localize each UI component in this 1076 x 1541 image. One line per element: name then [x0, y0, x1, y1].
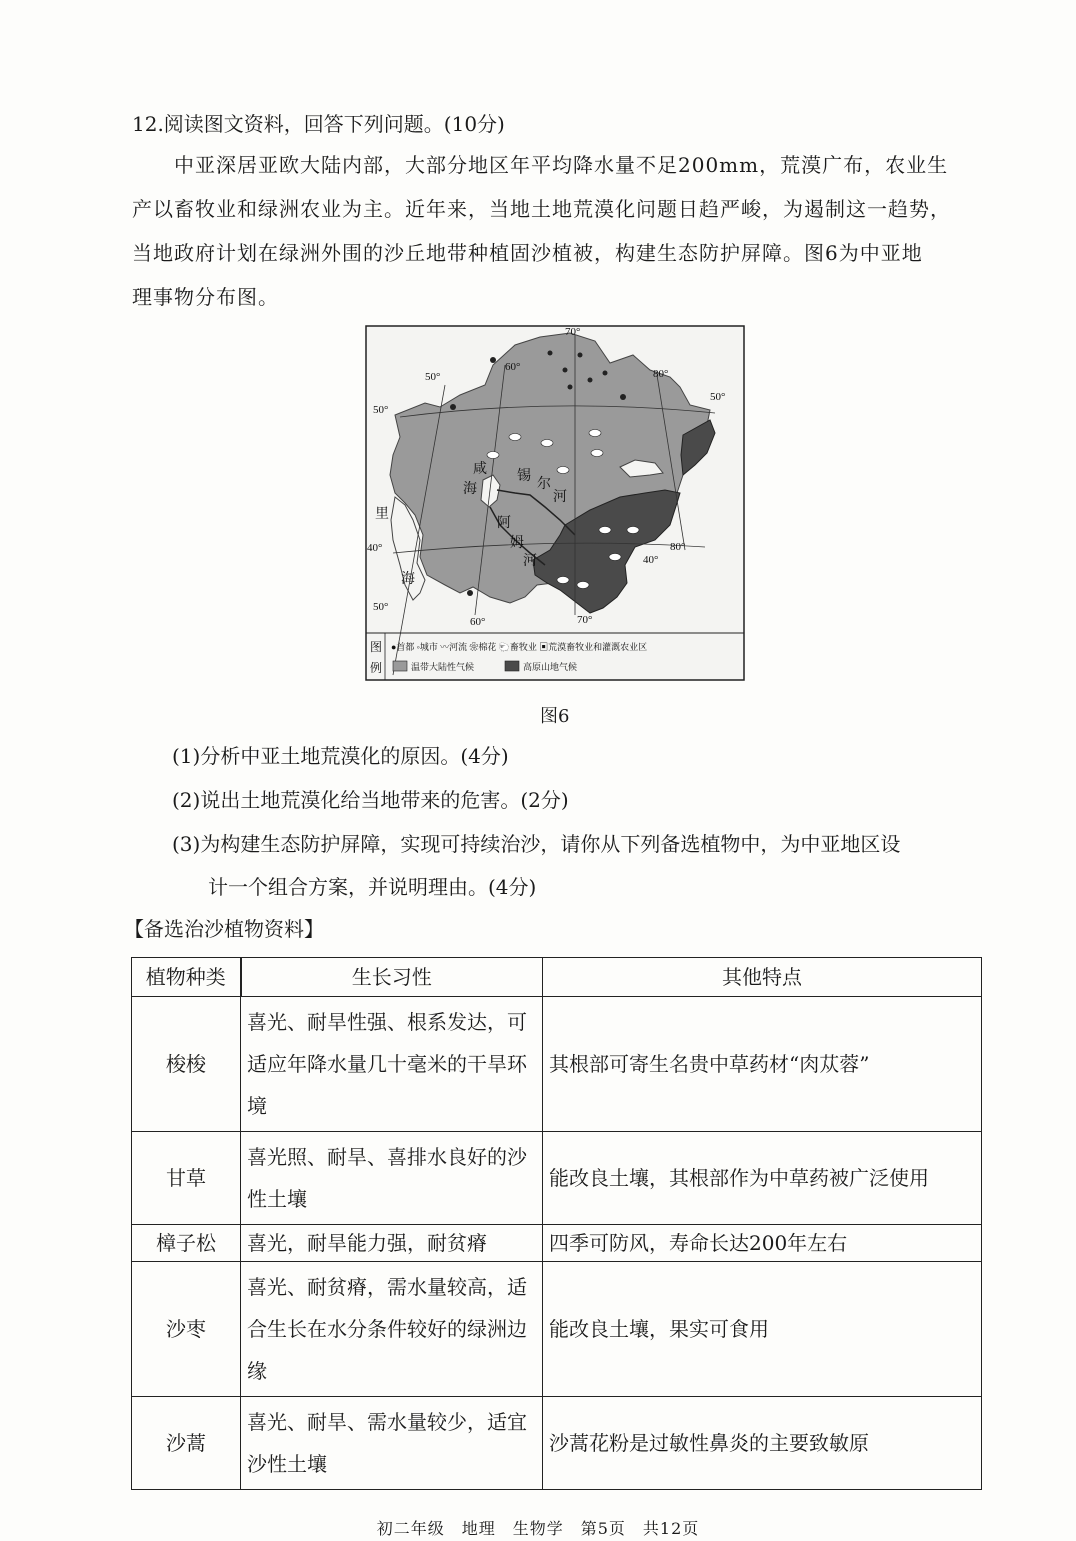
legend-swatch-temperate	[393, 661, 407, 671]
label-lat50-left: 50°	[373, 404, 389, 416]
table-row	[132, 1262, 982, 1397]
paragraph-line: 当地政府计划在绿洲外围的沙丘地带种植固沙植被，构建生态防护屏障。图6为中亚地	[132, 241, 923, 265]
plant-feature: 四季可防风，寿命长达200年左右	[543, 1225, 982, 1262]
label-lake-xian: 咸	[473, 462, 487, 477]
legend-title-tu: 图	[370, 640, 383, 654]
plant-name: 梭梭	[132, 997, 241, 1132]
label-river-he2: 河	[523, 554, 537, 569]
plant-habit: 喜光、耐贫瘠，需水量较高，适合生长在水分条件较好的绿洲边缘	[241, 1262, 543, 1397]
legend-temperate: 温带大陆性气候	[411, 662, 475, 672]
table-header: 植物种类	[132, 958, 241, 997]
label-lake-hai: 海	[463, 482, 477, 497]
capital-marker	[467, 590, 473, 596]
label-river-er: 尔	[537, 477, 551, 492]
label-river-mu: 姆	[510, 536, 524, 551]
paragraph-line: 产以畜牧业和绿洲农业为主。近年来，当地土地荒漠化问题日趋严峻，为遏制这一趋势，	[132, 197, 951, 221]
label-lat50-bottom: 50°	[373, 601, 389, 613]
question-paragraph	[132, 143, 982, 319]
label-lon60-top: 60°	[505, 361, 521, 373]
table-row	[132, 1397, 982, 1490]
table-header: 其他特点	[543, 958, 982, 997]
sub-question-2: (2)说出土地荒漠化给当地带来的危害。(2分)	[172, 788, 569, 812]
legend-row1: ●首都 ◦城市 〰河流 ❀棉花 🐑畜牧业 ▣荒漠畜牧业和灌溉农业区	[391, 642, 648, 652]
plant-feature: 能改良土壤，果实可食用	[543, 1262, 982, 1397]
question-title: 12.阅读图文资料，回答下列问题。(10分)	[132, 112, 505, 136]
legend-swatch-highland	[505, 661, 519, 671]
plant-habit: 喜光、耐旱、需水量较少，适宜沙性土壤	[241, 1397, 543, 1490]
sub-question-3: (3)为构建生态防护屏障，实现可持续治沙，请你从下列备选植物中，为中亚地区设	[172, 832, 901, 856]
label-sea-hai: 海	[401, 572, 415, 587]
paragraph-line: 理事物分布图。	[132, 285, 279, 309]
capital-marker	[490, 357, 496, 363]
plant-feature: 能改良土壤，其根部作为中草药被广泛使用	[543, 1132, 982, 1225]
legend-title-li: 例	[370, 661, 383, 675]
plant-feature: 其根部可寄生名贵中草药材“肉苁蓉”	[543, 997, 982, 1132]
materials-heading: 【备选治沙植物资料】	[124, 917, 324, 941]
central-asia-map	[365, 325, 745, 681]
capital-marker	[620, 394, 626, 400]
label-sea-li: 里	[375, 507, 389, 522]
label-lat40-left: 40°	[367, 542, 383, 554]
table-row	[132, 1225, 982, 1262]
label-lon80-right: 80°	[670, 541, 686, 553]
table-header: 生长习性	[241, 958, 543, 997]
label-river-a: 阿	[497, 516, 511, 531]
sub-question-1: (1)分析中亚土地荒漠化的原因。(4分)	[172, 744, 509, 768]
capital-marker	[450, 404, 456, 410]
label-lat50-right: 50°	[710, 391, 726, 403]
label-river-xi: 锡	[517, 469, 531, 484]
plant-name: 沙蒿	[132, 1397, 241, 1490]
label-lon70-bottom: 70°	[577, 614, 593, 626]
label-lon70-top: 70°	[565, 326, 581, 338]
plant-habit: 喜光、耐旱性强、根系发达，可适应年降水量几十毫米的干旱环境	[241, 997, 543, 1132]
table-row	[132, 997, 982, 1132]
paragraph-line: 中亚深居亚欧大陆内部，大部分地区年平均降水量不足200mm，荒漠广布，农业生	[174, 153, 949, 177]
plant-habit: 喜光，耐旱能力强，耐贫瘠	[241, 1225, 543, 1262]
plant-name: 甘草	[132, 1132, 241, 1225]
label-lon60-bottom: 60°	[470, 616, 486, 628]
plant-name: 沙枣	[132, 1262, 241, 1397]
plant-name: 樟子松	[132, 1225, 241, 1262]
legend-highland: 高原山地气候	[523, 662, 578, 672]
figure-caption: 图6	[540, 706, 570, 727]
plant-habit: 喜光照、耐旱、喜排水良好的沙性土壤	[241, 1132, 543, 1225]
sub-question-3-cont: 计一个组合方案，并说明理由。(4分)	[208, 875, 537, 899]
label-lat40-right: 40°	[643, 554, 659, 566]
plant-feature: 沙蒿花粉是过敏性鼻炎的主要致敏原	[543, 1397, 982, 1490]
label-lon50: 50°	[425, 371, 441, 383]
plant-table	[131, 957, 982, 1490]
table-header-row	[132, 958, 982, 997]
label-river-he: 河	[553, 490, 567, 505]
label-lon80-top: 80°	[653, 368, 669, 380]
table-row	[132, 1132, 982, 1225]
page-footer: 初二年级 地理 生物学 第5页 共12页	[376, 1519, 700, 1538]
